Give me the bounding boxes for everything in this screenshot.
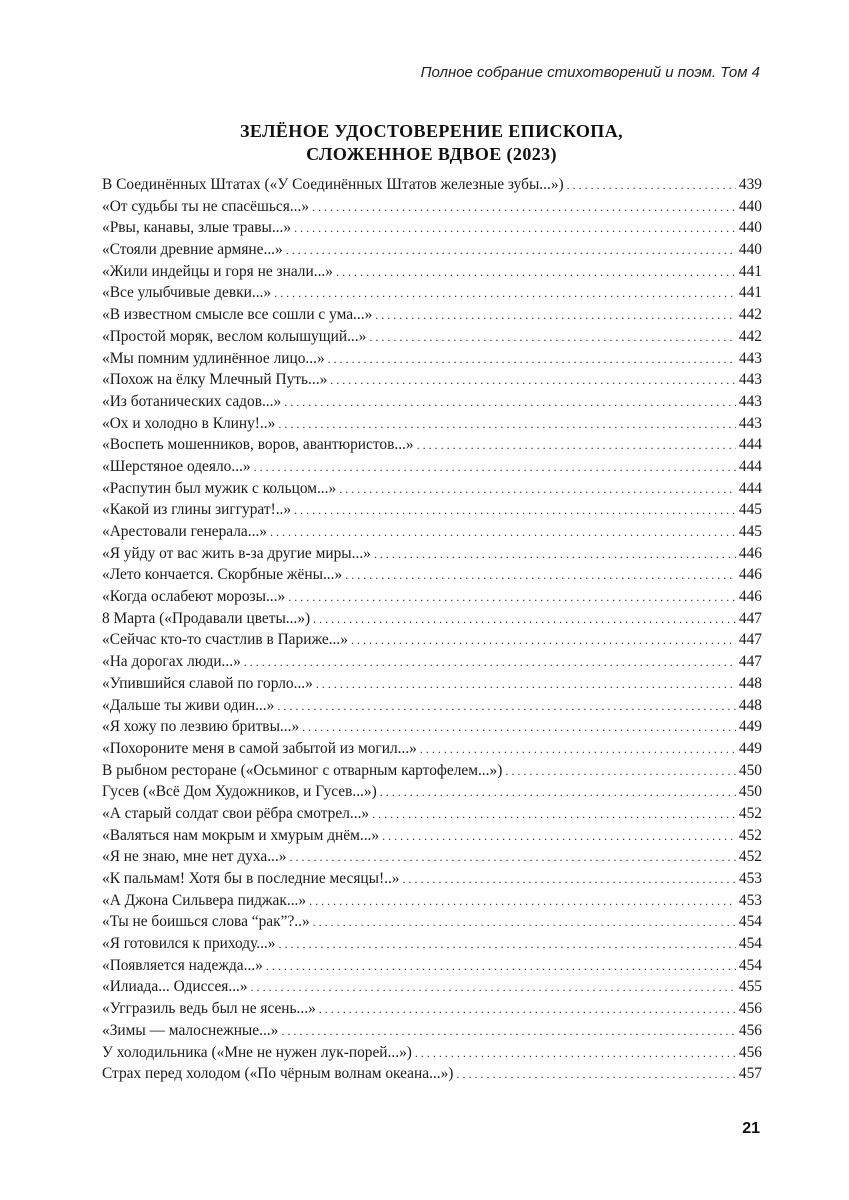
toc-entry-title: «Сейчас кто-то счастлив в Париже...» [102, 631, 348, 649]
toc-entry-page: 453 [738, 891, 762, 909]
toc-entry-page: 445 [738, 523, 762, 540]
toc-entry [102, 890, 762, 912]
toc-entry [102, 846, 762, 868]
table-of-contents [102, 174, 762, 1085]
dot-leader [274, 283, 736, 304]
section-title-line-1: ЗЕЛЁНОЕ УДОСТОВЕРЕНИЕ ЕПИСКОПА, [240, 121, 623, 141]
toc-entry-title: «Я готовился к приходу...» [102, 935, 276, 953]
section-title-line-2: СЛОЖЕННОЕ ВДВОЕ (2023) [306, 144, 557, 164]
toc-entry [102, 933, 762, 955]
toc-entry [102, 998, 762, 1020]
dot-leader [309, 891, 736, 912]
dot-leader [374, 544, 736, 565]
toc-entry [102, 369, 762, 391]
dot-leader [403, 869, 736, 890]
toc-entry-page: 457 [738, 1065, 762, 1083]
toc-entry [102, 629, 762, 651]
toc-entry [102, 413, 762, 435]
toc-entry-title: «Похороните меня в самой забытой из могил...» [102, 739, 417, 757]
toc-entry [102, 651, 762, 673]
toc-entry-title: «От судьбы ты не спасёшься...» [102, 197, 310, 215]
toc-entry-page: 452 [738, 826, 762, 844]
running-head: Полное собрание стихотворений и поэм. Том 4 [420, 64, 760, 81]
dot-leader [351, 630, 736, 651]
toc-entry-page: 456 [738, 1043, 762, 1061]
dot-leader [505, 761, 736, 782]
dot-leader [277, 696, 736, 717]
toc-entry-page: 450 [738, 761, 762, 779]
dot-leader [286, 240, 736, 261]
dot-leader [456, 1064, 735, 1085]
toc-entry-title: «Илиада... Одиссея...» [102, 978, 248, 996]
toc-entry [102, 478, 762, 500]
toc-entry-page: 441 [738, 284, 762, 302]
toc-entry-title: В рыбном ресторане («Осьминог с отварным картофелем...») [102, 761, 503, 779]
toc-entry [102, 586, 762, 608]
toc-entry [102, 825, 762, 847]
toc-entry-title: «Простой моряк, веслом колышущий...» [102, 327, 367, 345]
toc-entry-title: «На дорогах люди...» [102, 653, 241, 671]
toc-entry [102, 564, 762, 586]
toc-entry-page: 448 [738, 696, 762, 714]
toc-entry-title: «Уггразиль ведь был не ясень...» [102, 1000, 316, 1018]
toc-entry [102, 868, 762, 890]
dot-leader [254, 457, 736, 478]
toc-entry-title: «Распутин был мужик с кольцом...» [102, 479, 337, 497]
toc-entry-page: 456 [738, 1021, 762, 1039]
dot-leader [330, 370, 736, 391]
toc-entry [102, 326, 762, 348]
toc-entry [102, 716, 762, 738]
toc-entry-page: 446 [738, 544, 762, 562]
toc-entry-page: 443 [738, 414, 762, 432]
toc-entry-page: 454 [738, 913, 762, 931]
toc-entry-page: 442 [738, 306, 762, 324]
dot-leader [288, 587, 736, 608]
toc-entry-page: 449 [738, 718, 762, 736]
toc-entry [102, 1063, 762, 1085]
toc-entry-page: 445 [738, 501, 762, 519]
dot-leader [302, 717, 736, 738]
dot-leader [284, 392, 736, 413]
toc-entry-title: «Зимы — малоснежные...» [102, 1021, 279, 1039]
section-title [102, 120, 761, 166]
toc-entry-page: 452 [738, 804, 762, 822]
toc-entry [102, 196, 762, 218]
dot-leader [266, 956, 736, 977]
dot-leader [289, 847, 735, 868]
dot-leader [244, 652, 736, 673]
toc-entry-page: 447 [738, 631, 762, 649]
page-number: 21 [742, 1120, 760, 1137]
toc-entry-page: 440 [738, 197, 762, 215]
toc-entry [102, 348, 762, 370]
toc-entry [102, 282, 762, 304]
toc-entry-title: «Появляется надежда...» [102, 956, 263, 974]
toc-entry-title: «Какой из глины зиггурат!..» [102, 501, 292, 519]
toc-entry-title: «Упившийся славой по горло...» [102, 674, 313, 692]
dot-leader [369, 327, 736, 348]
toc-entry-page: 446 [738, 588, 762, 606]
toc-entry-page: 453 [738, 870, 762, 887]
toc-entry-title: В Соединённых Штатах («У Соединённых Штатов железные зубы...») [102, 176, 564, 193]
toc-entry [102, 521, 762, 543]
dot-leader [375, 305, 736, 326]
dot-leader [420, 739, 736, 760]
toc-entry-page: 454 [738, 935, 762, 953]
toc-entry [102, 261, 762, 283]
toc-entry [102, 781, 762, 803]
toc-entry-page: 452 [738, 848, 762, 866]
toc-entry-page: 444 [738, 436, 762, 454]
dot-leader [339, 479, 736, 500]
toc-entry [102, 911, 762, 933]
toc-entry-page: 447 [738, 609, 762, 627]
dot-leader [319, 999, 736, 1020]
toc-entry-page: 443 [738, 349, 762, 367]
toc-entry-page: 456 [738, 1000, 762, 1018]
dot-leader [313, 912, 736, 933]
toc-entry-title: «Стояли древние армяне...» [102, 241, 283, 259]
toc-entry-page: 444 [738, 457, 762, 475]
toc-entry-title: «Ох и холодно в Клину!..» [102, 414, 276, 432]
toc-entry-page: 444 [738, 479, 762, 497]
dot-leader [345, 565, 736, 586]
toc-entry [102, 543, 762, 565]
toc-entry-title: «Все улыбчивые девки...» [102, 284, 272, 302]
toc-entry-title: «В известном смысле все сошли с ума...» [102, 306, 373, 324]
toc-entry-title: 8 Марта («Продавали цветы...») [102, 609, 311, 627]
toc-entry [102, 976, 762, 998]
toc-entry-title: «Я хожу по лезвию бритвы...» [102, 718, 300, 736]
dot-leader [251, 977, 736, 998]
toc-entry-page: 455 [738, 978, 762, 996]
toc-entry-title: «Жили индейцы и горя не знали...» [102, 262, 333, 280]
dot-leader [336, 262, 736, 283]
toc-entry-title: «Рвы, канавы, злые травы...» [102, 219, 292, 237]
toc-entry-title: «Дальше ты живи один...» [102, 696, 275, 714]
toc-entry [102, 803, 762, 825]
toc-entry-title: «Я не знаю, мне нет духа...» [102, 848, 287, 866]
toc-entry-title: «Шерстяное одеяло...» [102, 457, 251, 475]
dot-leader [316, 674, 736, 695]
toc-entry-page: 441 [738, 262, 762, 280]
toc-entry-page: 449 [738, 739, 762, 757]
toc-entry-title: «К пальмам! Хотя бы в последние месяцы!..» [102, 870, 400, 887]
toc-entry [102, 608, 762, 630]
toc-entry-page: 448 [738, 674, 762, 692]
dot-leader [415, 1043, 736, 1064]
toc-entry-title: «Похож на ёлку Млечный Путь...» [102, 371, 328, 389]
toc-entry-title: Страх перед холодом («По чёрным волнам океана...») [102, 1065, 454, 1083]
toc-entry [102, 695, 762, 717]
toc-entry-title: «Арестовали генерала...» [102, 523, 267, 540]
toc-entry-title: «Из ботанических садов...» [102, 392, 282, 410]
toc-entry-page: 446 [738, 566, 762, 584]
dot-leader [380, 782, 736, 803]
toc-entry-title: «Мы помним удлинённое лицо...» [102, 349, 325, 367]
dot-leader [294, 500, 736, 521]
toc-entry [102, 217, 762, 239]
dot-leader [372, 804, 736, 825]
toc-entry-page: 440 [738, 241, 762, 259]
toc-entry [102, 760, 762, 782]
toc-entry [102, 456, 762, 478]
toc-entry [102, 499, 762, 521]
dot-leader [278, 414, 736, 435]
toc-entry [102, 434, 762, 456]
toc-entry-title: «Ты не боишься слова “рак”?..» [102, 913, 310, 931]
dot-leader [382, 826, 736, 847]
toc-entry-title: У холодильника («Мне не нужен лук-порей...») [102, 1043, 412, 1061]
toc-entry-page: 447 [738, 653, 762, 671]
dot-leader [294, 218, 736, 239]
dot-leader [328, 349, 736, 370]
toc-entry [102, 174, 762, 196]
dot-leader [312, 197, 736, 218]
dot-leader [278, 934, 735, 955]
toc-entry [102, 673, 762, 695]
toc-entry [102, 239, 762, 261]
toc-entry-title: «Валяться нам мокрым и хмурым днём...» [102, 826, 380, 844]
toc-entry-title: «А старый солдат свои рёбра смотрел...» [102, 804, 370, 822]
toc-entry-title: «Когда ослабеют морозы...» [102, 588, 286, 606]
toc-entry-page: 439 [738, 176, 762, 193]
toc-entry-page: 450 [738, 783, 762, 801]
dot-leader [281, 1021, 736, 1042]
dot-leader [567, 175, 736, 196]
toc-entry-page: 440 [738, 219, 762, 237]
toc-entry-page: 442 [738, 327, 762, 345]
toc-entry [102, 1042, 762, 1064]
toc-entry [102, 304, 762, 326]
toc-entry-title: «А Джона Сильвера пиджак...» [102, 891, 307, 909]
toc-entry [102, 738, 762, 760]
toc-entry-title: Гусев («Всё Дом Художников, и Гусев...») [102, 783, 377, 801]
toc-entry-page: 443 [738, 371, 762, 389]
toc-entry [102, 955, 762, 977]
toc-entry-title: «Я уйду от вас жить в-за другие миры...» [102, 544, 371, 562]
toc-entry [102, 1020, 762, 1042]
toc-entry-title: «Воспеть мошенников, воров, авантюристов...» [102, 436, 414, 454]
dot-leader [313, 609, 736, 630]
dot-leader [270, 522, 736, 543]
dot-leader [417, 435, 736, 456]
toc-entry [102, 391, 762, 413]
toc-entry-title: «Лето кончается. Скорбные жёны...» [102, 566, 343, 584]
toc-entry-page: 443 [738, 392, 762, 410]
toc-entry-page: 454 [738, 956, 762, 974]
